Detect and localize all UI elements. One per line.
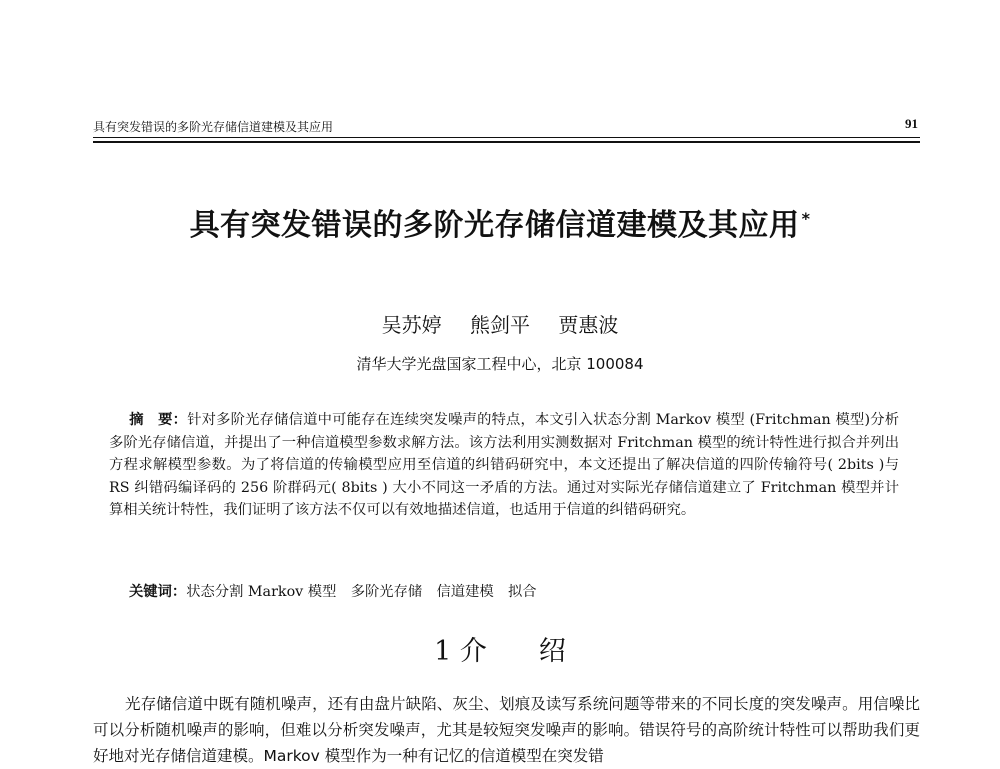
title-footnote-mark: * [801,209,811,228]
keywords-label: 关键词： [129,584,187,600]
abstract-text: 针对多阶光存储信道中可能存在连续突发噪声的特点，本文引入状态分割 Markov 模型 (Fritchman 模型)分析多阶光存储信道，并提出了一种信道模型参数求解方法。该方法利用实测数据对 Fritchman 模型的统计特性进行拟合并列出方程求解模型参数。为了将信道的传输模型应用至信道的纠错码研究中，本文还提出了解决信道的四阶传输符号( 2bits )与 RS 纠错码编译码的 256 阶群码元( 8bits ) 大小不同这一矛盾的方法。通过对实际光存储信道建立了 Fritchman 模型并计算相关统计特性，我们证明了该方法不仅可以有效地描述信道，也适用于信道的纠错码研究。 [109,412,900,518]
affiliation: 清华大学光盘国家工程中心，北京 100084 [356,355,644,373]
paper-title [0,200,1000,244]
header-rule-thin [93,137,920,138]
keywords [129,581,909,601]
section-number: 1 [434,636,452,667]
section-heading [0,629,1000,668]
page-number: 91 [905,116,918,131]
paper-title-text: 具有突发错误的多阶光存储信道建模及其应用 [189,208,800,243]
section-title-part1: 介 [459,636,487,667]
body-paragraph: 光存储信道中既有随机噪声，还有由盘片缺陷、灰尘、划痕及读写系统问题等带来的不同长度的突发噪声。用信噪比可以分析随机噪声的影响，但难以分析突发噪声，尤其是较短突发噪声的影响。错误符号的高阶统计特性可以帮助我们更好地对光存储信道建模。Markov 模型作为一种有记忆的信道模型在突发错 [93,695,920,765]
running-title: 具有突发错误的多阶光存储信道建模及其应用 [93,120,334,134]
section-title-part2: 绍 [538,636,566,667]
header-rule-thick [93,141,920,143]
section-body [93,691,920,769]
running-header [93,116,920,138]
author-list: 吴苏婷 熊剑平 贾惠波 [381,313,619,337]
keywords-text: 状态分割 Markov 模型 多阶光存储 信道建模 拟合 [186,584,537,600]
abstract [109,409,899,522]
abstract-label: 摘 要： [129,412,188,428]
